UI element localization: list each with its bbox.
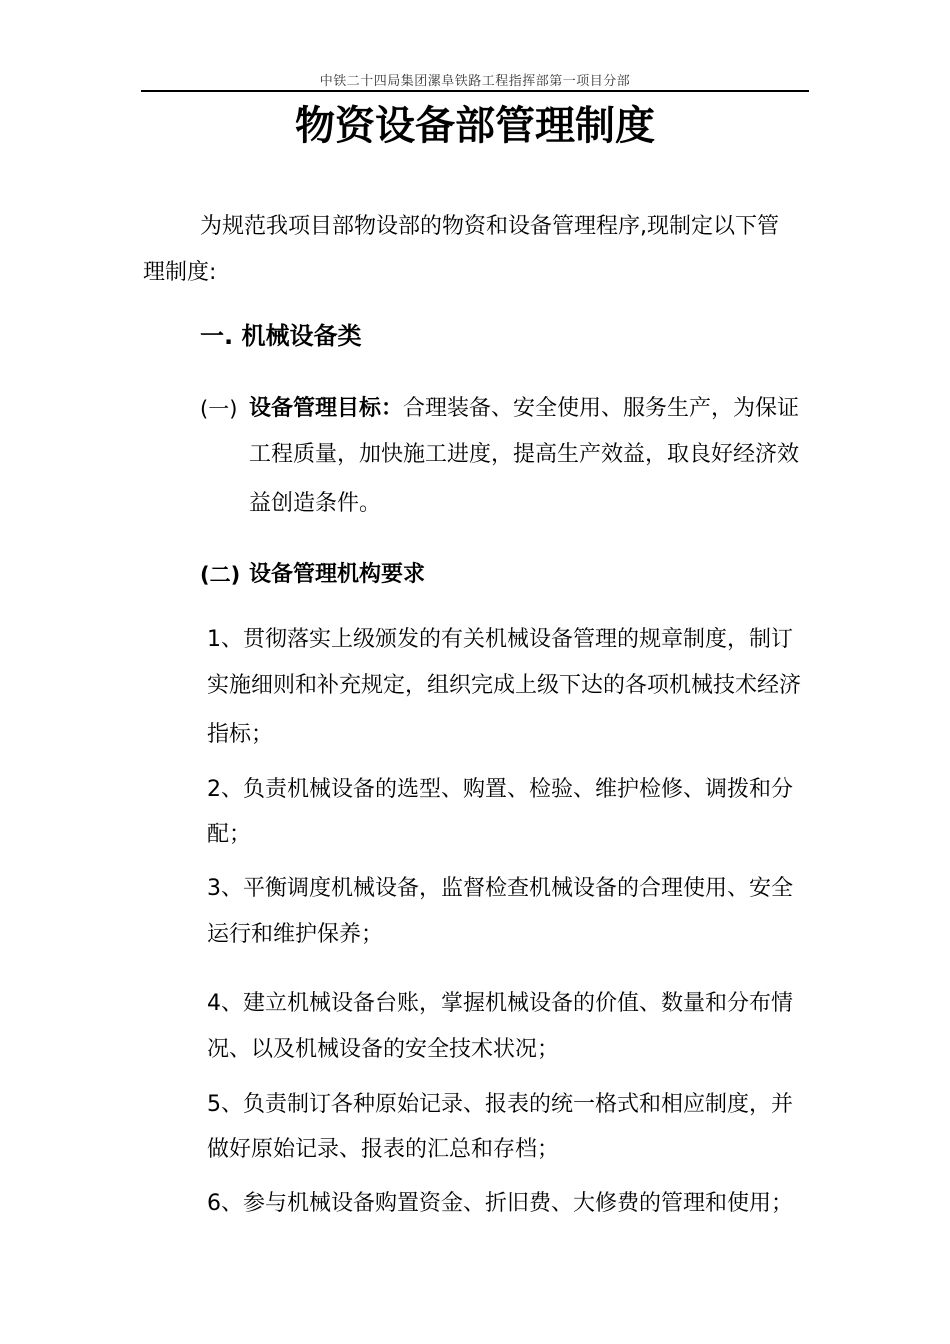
list-item-1-line-2: 实施细则和补充规定，组织完成上级下达的各项机械技术经济 (207, 673, 802, 698)
list-item-1-line-1: 1、贯彻落实上级颁发的有关机械设备管理的规章制度，制订 (207, 627, 793, 652)
list-item-3-line-1: 3、平衡调度机械设备，监督检查机械设备的合理使用、安全 (207, 876, 793, 901)
document-title: 物资设备部管理制度 (295, 103, 655, 149)
list-item-4-line-2: 况、以及机械设备的安全技术状况； (207, 1037, 560, 1062)
header-rule (141, 90, 809, 92)
intro-line-2: 理制度: (143, 260, 217, 285)
intro-line-1: 为规范我项目部物设部的物资和设备管理程序,现制定以下管 (200, 214, 779, 239)
subsection-marker-2: (二) (200, 563, 241, 587)
list-item-1-line-3: 指标； (207, 722, 274, 747)
subsection-1-label: 设备管理目标： (249, 396, 404, 421)
subsection-2-heading: 设备管理机构要求 (249, 562, 426, 587)
page-header: 中铁二十四局集团漯阜铁路工程指挥部第一项目分部 (319, 74, 631, 89)
list-item-4-line-1: 4、建立机械设备台账，掌握机械设备的价值、数量和分布情 (207, 991, 793, 1016)
subsection-1-text: 合理装备、安全使用、服务生产，为保证 (403, 396, 800, 421)
subsection-1-line-1 (249, 386, 799, 432)
list-item-2-line-1: 2、负责机械设备的选型、购置、检验、维护检修、调拨和分 (207, 777, 793, 802)
list-item-5-line-1: 5、负责制订各种原始记录、报表的统一格式和相应制度，并 (207, 1092, 793, 1117)
subsection-1-line-2: 工程质量，加快施工进度，提高生产效益，取良好经济效 (249, 442, 800, 467)
list-item-5-line-2: 做好原始记录、报表的汇总和存档； (207, 1137, 560, 1162)
subsection-1-line-3: 益创造条件。 (249, 491, 382, 516)
subsection-marker-1: (一) (200, 397, 238, 421)
list-item-3-line-2: 运行和维护保养； (207, 922, 384, 947)
list-item-2-line-2: 配； (207, 822, 252, 847)
section-heading-machinery: 一. 机械设备类 (200, 322, 362, 350)
list-item-6-line-1: 6、参与机械设备购置资金、折旧费、大修费的管理和使用； (207, 1191, 793, 1216)
